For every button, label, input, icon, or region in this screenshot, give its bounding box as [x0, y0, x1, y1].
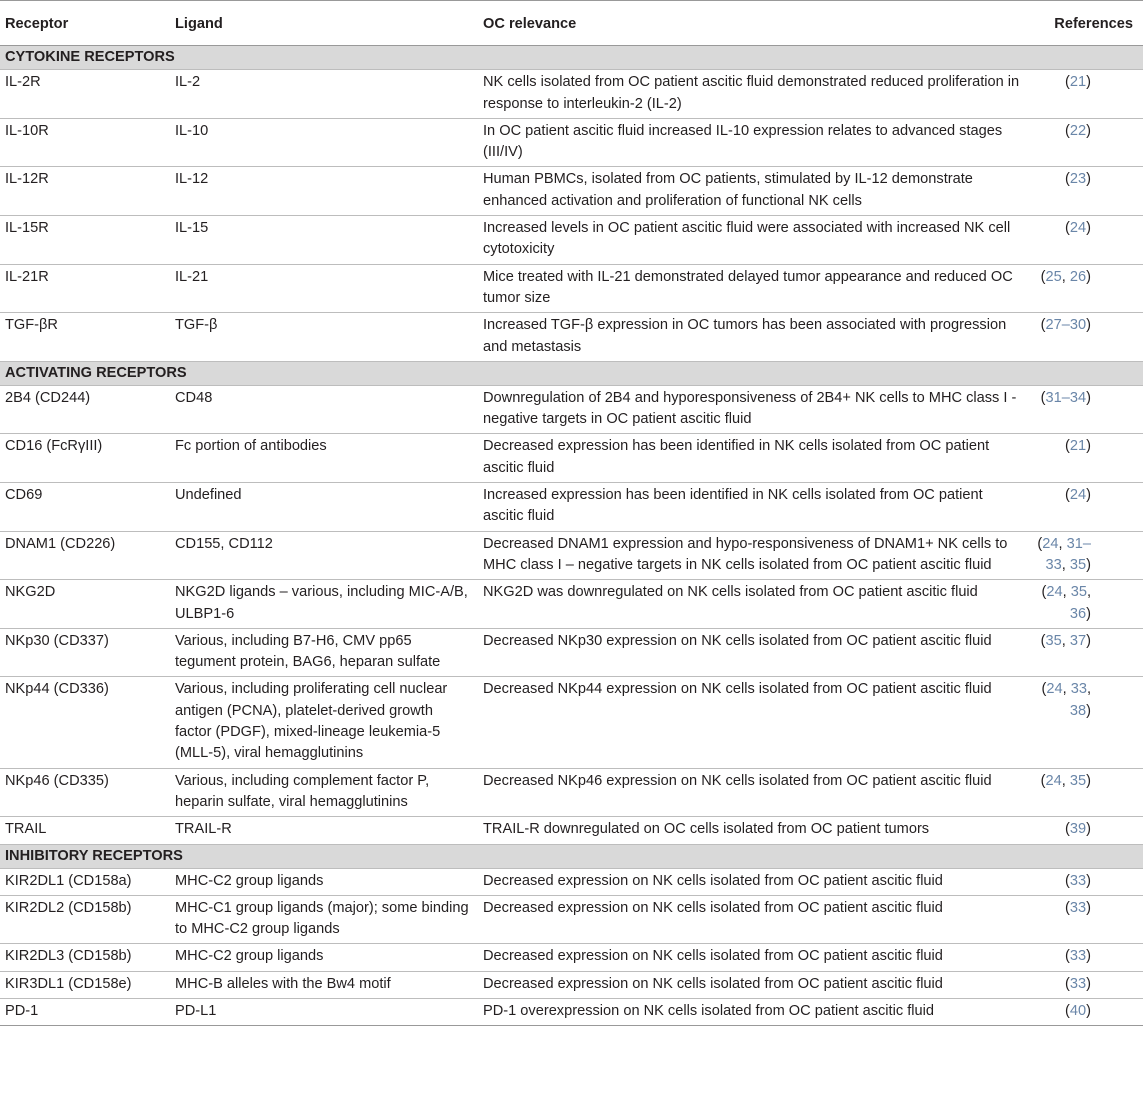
- reference-punctuation: ,: [1061, 556, 1070, 573]
- reference-punctuation: ,: [1086, 681, 1091, 698]
- header-row: [0, 1, 1143, 46]
- reference-punctuation: (: [1065, 872, 1070, 889]
- ligand-cell: Various, including B7-H6, CMV pp65 tegument protein, BAG6, heparan sulfate: [170, 628, 478, 677]
- ligand-cell: IL-21: [170, 264, 478, 313]
- reference-punctuation: (: [1065, 171, 1070, 188]
- reference-link[interactable]: 24: [1069, 220, 1087, 237]
- reference-link[interactable]: 24: [1045, 772, 1062, 789]
- ligand-cell: MHC-C2 group ligands: [170, 944, 478, 971]
- reference-punctuation: ): [1086, 438, 1091, 455]
- reference-link[interactable]: 25: [1045, 268, 1062, 285]
- reference-link[interactable]: 35: [1045, 632, 1062, 649]
- reference-punctuation: (: [1065, 899, 1070, 916]
- table-row: [0, 216, 1143, 265]
- reference-link[interactable]: 24: [1042, 535, 1059, 552]
- references-cell: [1026, 385, 1143, 434]
- ligand-cell: PD-L1: [170, 998, 478, 1025]
- reference-punctuation: ): [1086, 122, 1091, 139]
- relevance-cell: Decreased expression on NK cells isolated from OC patient ascitic fluid: [478, 868, 1026, 895]
- reference-punctuation: (: [1040, 317, 1046, 334]
- references-cell: [1026, 118, 1143, 167]
- reference-punctuation: (: [1040, 632, 1046, 649]
- ligand-cell: Various, including complement factor P, heparin sulfate, viral hemagglutinins: [170, 768, 478, 817]
- reference-link[interactable]: 24: [1069, 487, 1087, 504]
- references-cell: [1026, 895, 1143, 944]
- reference-punctuation: ): [1086, 899, 1091, 916]
- relevance-cell: Downregulation of 2B4 and hyporesponsiveness of 2B4+ NK cells to MHC class I -negative targets in OC patient ascitic fluid: [478, 385, 1026, 434]
- reference-punctuation: ): [1086, 821, 1091, 838]
- reference-punctuation: (: [1040, 389, 1046, 406]
- reference-punctuation: (: [1037, 535, 1043, 552]
- references-cell: [1026, 70, 1143, 119]
- relevance-cell: Increased levels in OC patient ascitic fluid were associated with increased NK cell cytotoxicity: [478, 216, 1026, 265]
- table-row: [0, 385, 1143, 434]
- table-row: [0, 944, 1143, 971]
- reference-punctuation: (: [1065, 975, 1070, 992]
- reference-punctuation: ,: [1058, 535, 1067, 552]
- reference-punctuation: ): [1086, 487, 1091, 504]
- receptor-cell: 2B4 (CD244): [0, 385, 170, 434]
- reference-punctuation: (: [1041, 584, 1047, 601]
- reference-punctuation: (: [1065, 821, 1070, 838]
- receptor-cell: DNAM1 (CD226): [0, 531, 170, 580]
- receptor-cell: IL-21R: [0, 264, 170, 313]
- reference-link[interactable]: 24: [1046, 584, 1063, 601]
- references-cell: [1026, 677, 1143, 768]
- relevance-cell: Human PBMCs, isolated from OC patients, stimulated by IL-12 demonstrate enhanced activation and proliferation of functional NK cells: [478, 167, 1026, 216]
- reference-link[interactable]: 33: [1069, 948, 1087, 965]
- section-title: CYTOKINE RECEPTORS: [0, 46, 1143, 70]
- relevance-cell: Decreased DNAM1 expression and hypo-responsiveness of DNAM1+ NK cells to MHC class I – negative targets in NK cells isolated from OC patient ascitic fluid: [478, 531, 1026, 580]
- relevance-cell: TRAIL-R downregulated on OC cells isolated from OC patient tumors: [478, 817, 1026, 844]
- reference-link[interactable]: 39: [1069, 821, 1087, 838]
- relevance-cell: Increased expression has been identified in NK cells isolated from OC patient ascitic fluid: [478, 483, 1026, 532]
- reference-link[interactable]: 33: [1069, 975, 1087, 992]
- reference-link[interactable]: 31–33: [1045, 535, 1091, 573]
- references-cell: [1026, 313, 1143, 362]
- reference-link[interactable]: 37: [1069, 632, 1087, 649]
- references-cell: [1026, 264, 1143, 313]
- reference-punctuation: (: [1065, 438, 1070, 455]
- reference-punctuation: ): [1086, 389, 1091, 406]
- receptor-cell: IL-15R: [0, 216, 170, 265]
- ligand-cell: NKG2D ligands – various, including MIC-A/B, ULBP1-6: [170, 580, 478, 629]
- reference-punctuation: ): [1086, 74, 1091, 91]
- relevance-cell: NK cells isolated from OC patient ascitic fluid demonstrated reduced proliferation in response to interleukin-2 (IL-2): [478, 70, 1026, 119]
- table-row: [0, 70, 1143, 119]
- reference-punctuation: ): [1086, 772, 1091, 789]
- table-row: [0, 118, 1143, 167]
- relevance-cell: NKG2D was downregulated on NK cells isolated from OC patient ascitic fluid: [478, 580, 1026, 629]
- references-cell: [1026, 971, 1143, 998]
- reference-punctuation: ,: [1062, 681, 1071, 698]
- reference-punctuation: ): [1086, 268, 1091, 285]
- reference-punctuation: ): [1086, 317, 1091, 334]
- receptor-cell: IL-12R: [0, 167, 170, 216]
- relevance-cell: Increased TGF-β expression in OC tumors has been associated with progression and metastasis: [478, 313, 1026, 362]
- relevance-cell: Decreased NKp30 expression on NK cells isolated from OC patient ascitic fluid: [478, 628, 1026, 677]
- table-row: [0, 580, 1143, 629]
- table-row: [0, 264, 1143, 313]
- reference-link[interactable]: 36: [1069, 605, 1087, 622]
- table-row: [0, 677, 1143, 768]
- reference-punctuation: ,: [1062, 584, 1071, 601]
- reference-link[interactable]: 21: [1069, 74, 1087, 91]
- section-header-row: [0, 844, 1143, 868]
- reference-punctuation: ): [1086, 948, 1091, 965]
- references-cell: [1026, 216, 1143, 265]
- references-cell: [1026, 868, 1143, 895]
- ligand-cell: TGF-β: [170, 313, 478, 362]
- reference-punctuation: ,: [1086, 584, 1091, 601]
- receptor-cell: KIR2DL3 (CD158b): [0, 944, 170, 971]
- reference-link[interactable]: 35: [1069, 772, 1087, 789]
- relevance-cell: Decreased expression on NK cells isolated from OC patient ascitic fluid: [478, 971, 1026, 998]
- ligand-cell: MHC-C1 group ligands (major); some binding to MHC-C2 group ligands: [170, 895, 478, 944]
- table-row: [0, 531, 1143, 580]
- receptor-cell: PD-1: [0, 998, 170, 1025]
- references-cell: [1026, 167, 1143, 216]
- header-receptor: Receptor: [0, 1, 170, 46]
- table-row: [0, 868, 1143, 895]
- table-row: [0, 971, 1143, 998]
- table-row: [0, 628, 1143, 677]
- ligand-cell: Undefined: [170, 483, 478, 532]
- receptor-cell: IL-10R: [0, 118, 170, 167]
- references-cell: [1026, 998, 1143, 1025]
- receptor-cell: TRAIL: [0, 817, 170, 844]
- relevance-cell: Decreased expression on NK cells isolated from OC patient ascitic fluid: [478, 944, 1026, 971]
- reference-link[interactable]: 22: [1069, 122, 1087, 139]
- table-row: [0, 768, 1143, 817]
- reference-punctuation: ): [1086, 171, 1091, 188]
- ligand-cell: MHC-B alleles with the Bw4 motif: [170, 971, 478, 998]
- references-cell: [1026, 434, 1143, 483]
- receptor-cell: CD69: [0, 483, 170, 532]
- relevance-cell: PD-1 overexpression on NK cells isolated from OC patient ascitic fluid: [478, 998, 1026, 1025]
- reference-link[interactable]: 31–34: [1045, 389, 1087, 406]
- section-header-row: [0, 361, 1143, 385]
- relevance-cell: Decreased expression on NK cells isolated from OC patient ascitic fluid: [478, 895, 1026, 944]
- ligand-cell: IL-15: [170, 216, 478, 265]
- ligand-cell: IL-12: [170, 167, 478, 216]
- reference-punctuation: ): [1086, 975, 1091, 992]
- table-row: [0, 895, 1143, 944]
- reference-link[interactable]: 23: [1069, 171, 1087, 188]
- receptor-cell: KIR2DL2 (CD158b): [0, 895, 170, 944]
- reference-punctuation: ): [1086, 872, 1091, 889]
- reference-link[interactable]: 33: [1070, 681, 1087, 698]
- reference-link[interactable]: 21: [1069, 438, 1087, 455]
- reference-punctuation: (: [1065, 74, 1070, 91]
- reference-punctuation: ): [1086, 1002, 1091, 1019]
- receptor-cell: KIR3DL1 (CD158e): [0, 971, 170, 998]
- receptor-cell: CD16 (FcRγIII): [0, 434, 170, 483]
- reference-link[interactable]: 38: [1069, 702, 1087, 719]
- reference-link[interactable]: 35: [1070, 584, 1087, 601]
- references-cell: [1026, 531, 1143, 580]
- reference-link[interactable]: 33: [1069, 872, 1087, 889]
- receptor-cell: KIR2DL1 (CD158a): [0, 868, 170, 895]
- reference-punctuation: ): [1086, 220, 1091, 237]
- receptor-cell: IL-2R: [0, 70, 170, 119]
- reference-link[interactable]: 40: [1069, 1002, 1087, 1019]
- reference-link[interactable]: 26: [1069, 268, 1087, 285]
- receptor-cell: NKp44 (CD336): [0, 677, 170, 768]
- table-row: [0, 167, 1143, 216]
- reference-punctuation: ): [1086, 556, 1091, 573]
- reference-punctuation: ): [1086, 702, 1091, 719]
- references-cell: [1026, 628, 1143, 677]
- relevance-cell: In OC patient ascitic fluid increased IL-10 expression relates to advanced stages (III/IV): [478, 118, 1026, 167]
- table-row: [0, 313, 1143, 362]
- table-row: [0, 434, 1143, 483]
- header-ligand: Ligand: [170, 1, 478, 46]
- table-row: [0, 817, 1143, 844]
- section-title: INHIBITORY RECEPTORS: [0, 844, 1143, 868]
- references-cell: [1026, 817, 1143, 844]
- ligand-cell: IL-10: [170, 118, 478, 167]
- table-body: [0, 46, 1143, 1026]
- relevance-cell: Decreased NKp46 expression on NK cells isolated from OC patient ascitic fluid: [478, 768, 1026, 817]
- relevance-cell: Decreased expression has been identified in NK cells isolated from OC patient ascitic fluid: [478, 434, 1026, 483]
- ligand-cell: CD155, CD112: [170, 531, 478, 580]
- reference-punctuation: ,: [1061, 632, 1070, 649]
- table-header: [0, 1, 1143, 46]
- relevance-cell: Mice treated with IL-21 demonstrated delayed tumor appearance and reduced OC tumor size: [478, 264, 1026, 313]
- references-cell: [1026, 483, 1143, 532]
- reference-punctuation: (: [1065, 220, 1070, 237]
- references-cell: [1026, 944, 1143, 971]
- reference-punctuation: (: [1065, 948, 1070, 965]
- ligand-cell: TRAIL-R: [170, 817, 478, 844]
- reference-punctuation: (: [1065, 487, 1070, 504]
- ligand-cell: IL-2: [170, 70, 478, 119]
- reference-punctuation: (: [1065, 122, 1070, 139]
- relevance-cell: Decreased NKp44 expression on NK cells isolated from OC patient ascitic fluid: [478, 677, 1026, 768]
- reference-punctuation: ,: [1061, 772, 1070, 789]
- reference-punctuation: (: [1065, 1002, 1070, 1019]
- ligand-cell: Various, including proliferating cell nuclear antigen (PCNA), platelet-derived growth factor (PDGF), mixed-lineage leukemia-5 (MLL-5), viral hemagglutinins: [170, 677, 478, 768]
- ligand-cell: Fc portion of antibodies: [170, 434, 478, 483]
- table-row: [0, 998, 1143, 1025]
- reference-punctuation: (: [1040, 772, 1046, 789]
- reference-punctuation: ): [1086, 605, 1091, 622]
- references-cell: [1026, 768, 1143, 817]
- ligand-cell: MHC-C2 group ligands: [170, 868, 478, 895]
- reference-link[interactable]: 24: [1046, 681, 1063, 698]
- section-title: ACTIVATING RECEPTORS: [0, 361, 1143, 385]
- header-references: References: [1026, 1, 1143, 46]
- reference-punctuation: (: [1041, 681, 1047, 698]
- reference-punctuation: ): [1086, 632, 1091, 649]
- receptor-cell: NKG2D: [0, 580, 170, 629]
- receptor-cell: NKp46 (CD335): [0, 768, 170, 817]
- reference-link[interactable]: 35: [1069, 556, 1087, 573]
- reference-link[interactable]: 33: [1069, 899, 1087, 916]
- ligand-cell: CD48: [170, 385, 478, 434]
- receptor-cell: NKp30 (CD337): [0, 628, 170, 677]
- reference-punctuation: (: [1040, 268, 1046, 285]
- receptor-cell: TGF-βR: [0, 313, 170, 362]
- references-cell: [1026, 580, 1143, 629]
- reference-punctuation: ,: [1061, 268, 1070, 285]
- section-header-row: [0, 46, 1143, 70]
- header-oc-relevance: OC relevance: [478, 1, 1026, 46]
- table-row: [0, 483, 1143, 532]
- reference-link[interactable]: 27–30: [1045, 317, 1087, 334]
